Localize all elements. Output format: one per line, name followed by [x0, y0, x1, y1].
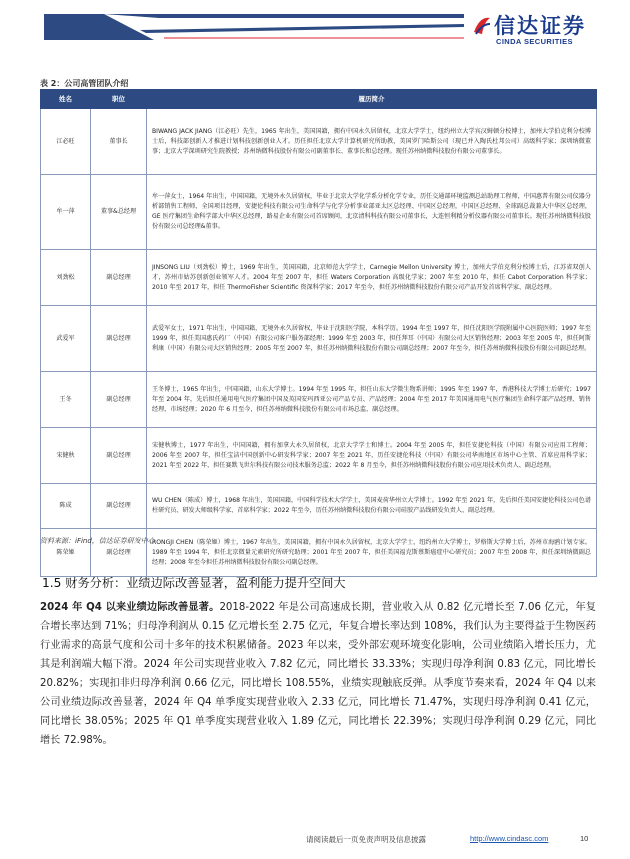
table-row	[41, 109, 597, 175]
paragraph-lead: 2024 年 Q4 以来业绩边际改善显著。	[40, 602, 220, 613]
cell-bio: 武爱军女士，1971 年出生，中国国籍，无境外永久居留权，毕业于沈阳医学院，本科学历。1994 年至 1997 年，担任沈阳医学院附属中心医院医师；1997 年至 1999 年，担任美国惠氏药厂（中国）有限公司客户服务部经理；1999 年至 2003 年，担任拜耳（中国）有限公司大区销售经理；2003 年至 2005 年，担任阿斯利康（中国）有限公司大区销售经理；2005 年至 2007 年，担任苏州纳微科技股份有限公司副总经理；2007 年至今，担任苏州纳微科技股份有限公司副总经理。	[147, 306, 597, 372]
header-banner-graphic	[44, 12, 464, 42]
cell-name: 牟一萍	[41, 175, 91, 250]
cell-title: 副总经理	[91, 529, 147, 577]
cell-title: 副总经理	[91, 484, 147, 529]
cell-bio: JINSONG LIU（刘劲松）博士，1969 年出生，美国国籍，北京师范大学学士，Carnegie Mellon University 博士，加州大学伯克利分校博士后，江苏省双创人才，苏州市姑苏创新创业领军人才。2004 年至 2007 年，担任 Waters Corporation 高级化学家；2007 年至 2010 年，担任 Cabot Corporation 科学家；2010 年至 2017 年，担任 ThermoFisher Scientific 资深科学家；2017 年至今，担任苏州纳微科技股份有限公司产品开发首席科学家、副总经理。	[147, 250, 597, 306]
cell-name: 宋健秋	[41, 428, 91, 484]
table-source-note: 资料来源：iFind，信达证券研发中心	[40, 537, 155, 545]
cell-name: 王冬	[41, 372, 91, 428]
table-row	[41, 372, 597, 428]
cell-name: 江必旺	[41, 109, 91, 175]
table-row	[41, 306, 597, 372]
cinda-logo-icon	[472, 14, 492, 36]
table-row	[41, 428, 597, 484]
cell-title: 副总经理	[91, 428, 147, 484]
table-header-row	[41, 90, 597, 109]
section-heading: 1.5 财务分析：业绩边际改善显著，盈利能力提升空间大	[42, 576, 346, 590]
cell-bio: RONGJI CHEN（陈荣姬）博士，1967 年出生，美国国籍，拥有中国永久居留权，北京大学学士，纽约州立大学博士，罗格斯大学博士后，苏州市海鸥计划专家。1989 年至 1994 年，担任北京微量元素研究所研究助理；2001 年至 2007 年，担任美国福克斯蔡斯癌症中心研究员；2007 年至 2008 年，担任深圳纳微副总经理；2008 年至今担任苏州纳微科技股份有限公司副总经理。	[147, 529, 597, 577]
page-footer	[0, 834, 630, 848]
management-team-table	[40, 89, 597, 577]
cell-bio: 牟一萍女士，1964 年出生，中国国籍，无境外永久居留权，毕业于北京大学化学系分析化学专业，历任交通部环境监测总站助理工程师，中国惠普有限公司仪器分析部销售工程师、全国项目经理，安捷伦科技有限公司生命科学与化学分析事业部亚太区总经理、中国区总经理，中国区总经理、全球副总裁兼大中华区总经理，GE 医疗集团生命科学部大中华区总经理，路易企业有限公司首席顾问，北京清科科技有限公司董事长，大连恒利精分析仪器有限公司董事长。现任苏州纳微科技股份有限公司总经理&董事。	[147, 175, 597, 250]
company-logo	[472, 10, 622, 50]
cell-title: 副总经理	[91, 372, 147, 428]
cell-bio: WU CHEN（陈成）博士，1968 年出生，美国国籍，中国科学技术大学学士，美国麦荷华州立大学博士。1992 年至 2021 年，先后担任美国安捷伦科技公司色谱柱研究员、研发大师级科学家、首席科学家；2022 年至今，历任苏州纳微科技股份有限公司硅胶产品线研发负责人、副总经理。	[147, 484, 597, 529]
cell-bio: BIWANG JACK JIANG（江必旺）先生，1965 年出生，美国国籍，拥有中国永久居留权，北京大学学士，纽约州立大学宾汉姆顿分校博士，加州大学伯克利分校博士后，科技部创新人才推进计划科技创新创业人才。历任担任北京大学计算机研究所助教，美国罗门哈斯公司（现已并入陶氏杜邦公司）高级科学家；深圳纳微董事；北京大学深圳研究生院教授；苏州纳微科技股份有限公司副董事长、董事长和总经理。现任苏州纳微科技股份有限公司董事长。	[147, 109, 597, 175]
cell-name: 武爱军	[41, 306, 91, 372]
body-paragraph	[40, 598, 596, 750]
column-header-bio: 履历简介	[147, 90, 597, 109]
table-row	[41, 250, 597, 306]
logo-english-name: CINDA SECURITIES	[496, 37, 573, 46]
table-caption: 表 2：公司高管团队介绍	[40, 79, 129, 88]
footer-disclaimer: 请阅读最后一页免责声明及信息披露	[306, 835, 426, 844]
cell-bio: 王冬博士，1965 年出生，中国国籍，山东大学博士。1994 年至 1995 年，担任山东大学微生物系讲师；1995 年至 1997 年，香港科技大学博士后研究；1997 年至 2004 年，先后担任通用电气医疗集团中国及英国安玛西亚公司产品专员、产品经理；2004 年至 2017 年美国通用电气医疗集团生命科学部产品经理、销售经理、市场经理；2020 年 6 月至今，担任苏州纳微科技股份有限公司市场总监、副总经理。	[147, 372, 597, 428]
paragraph-body: 2018-2022 年是公司高速成长期，营业收入从 0.82 亿元增长至 7.06 亿元，年复合增长率达到 71%；归母净利润从 0.15 亿元增长至 2.75 亿元，年复合增长率达到 108%，我们认为主要得益于生物医药行业需求的高景气度和公司十多年的技术积累储备。2023 年以来，受外部宏观环境变化影响，公司业绩陷入增长压力，尤其是利润端大幅下滑。2024 年公司实现营业收入 7.82 亿元，同比增长 33.33%；实现归母净利润 0.83 亿元，同比增长 20.82%；实现扣非归母净利润 0.66 亿元，同比增长 108.55%，业绩实现触底反弹。从季度节奏来看，2024 年 Q4 以来公司业绩边际改善显著，2024 年 Q4 单季度实现营业收入 2.33 亿元，同比增长 71.47%，实现归母净利润 0.41 亿元，同比增长 38.05%；2025 年 Q1 单季度实现营业收入 1.89 亿元，同比增长 22.39%；实现归母净利润 0.29 亿元，同比增长 72.98%。	[40, 602, 596, 746]
footer-website-link[interactable]: http://www.cindasc.com	[470, 834, 549, 843]
table-row	[41, 175, 597, 250]
cell-name: 陈荣姬	[41, 529, 91, 577]
cell-title: 董事长	[91, 109, 147, 175]
header-banner	[44, 12, 464, 42]
logo-chinese-name: 信达证券	[494, 14, 586, 38]
cell-title: 副总经理	[91, 306, 147, 372]
cell-name: 刘劲松	[41, 250, 91, 306]
page-number: 10	[580, 834, 589, 843]
cell-title: 董事&总经理	[91, 175, 147, 250]
cell-name: 陈成	[41, 484, 91, 529]
table-row	[41, 484, 597, 529]
column-header-name: 姓名	[41, 90, 91, 109]
column-header-title: 职位	[91, 90, 147, 109]
cell-title: 副总经理	[91, 250, 147, 306]
cell-bio: 宋健秋博士，1977 年出生，中国国籍，拥有加拿大永久居留权，北京大学学士和博士。2004 年至 2005 年，担任安捷伦科技（中国）有限公司应用工程师；2006 年至 2007 年，担任宝洁中国创新中心研发科学家；2007 年至 2021 年，历任安捷伦科技（中国）有限公司华南地区市场中心主管、首席应用科学家；2021 年至 2022 年，担任赛默飞世尔科技有限公司技术服务总监；2022 年 8 月至今，担任苏州纳微科技股份有限公司应用技术负责人、副总经理。	[147, 428, 597, 484]
